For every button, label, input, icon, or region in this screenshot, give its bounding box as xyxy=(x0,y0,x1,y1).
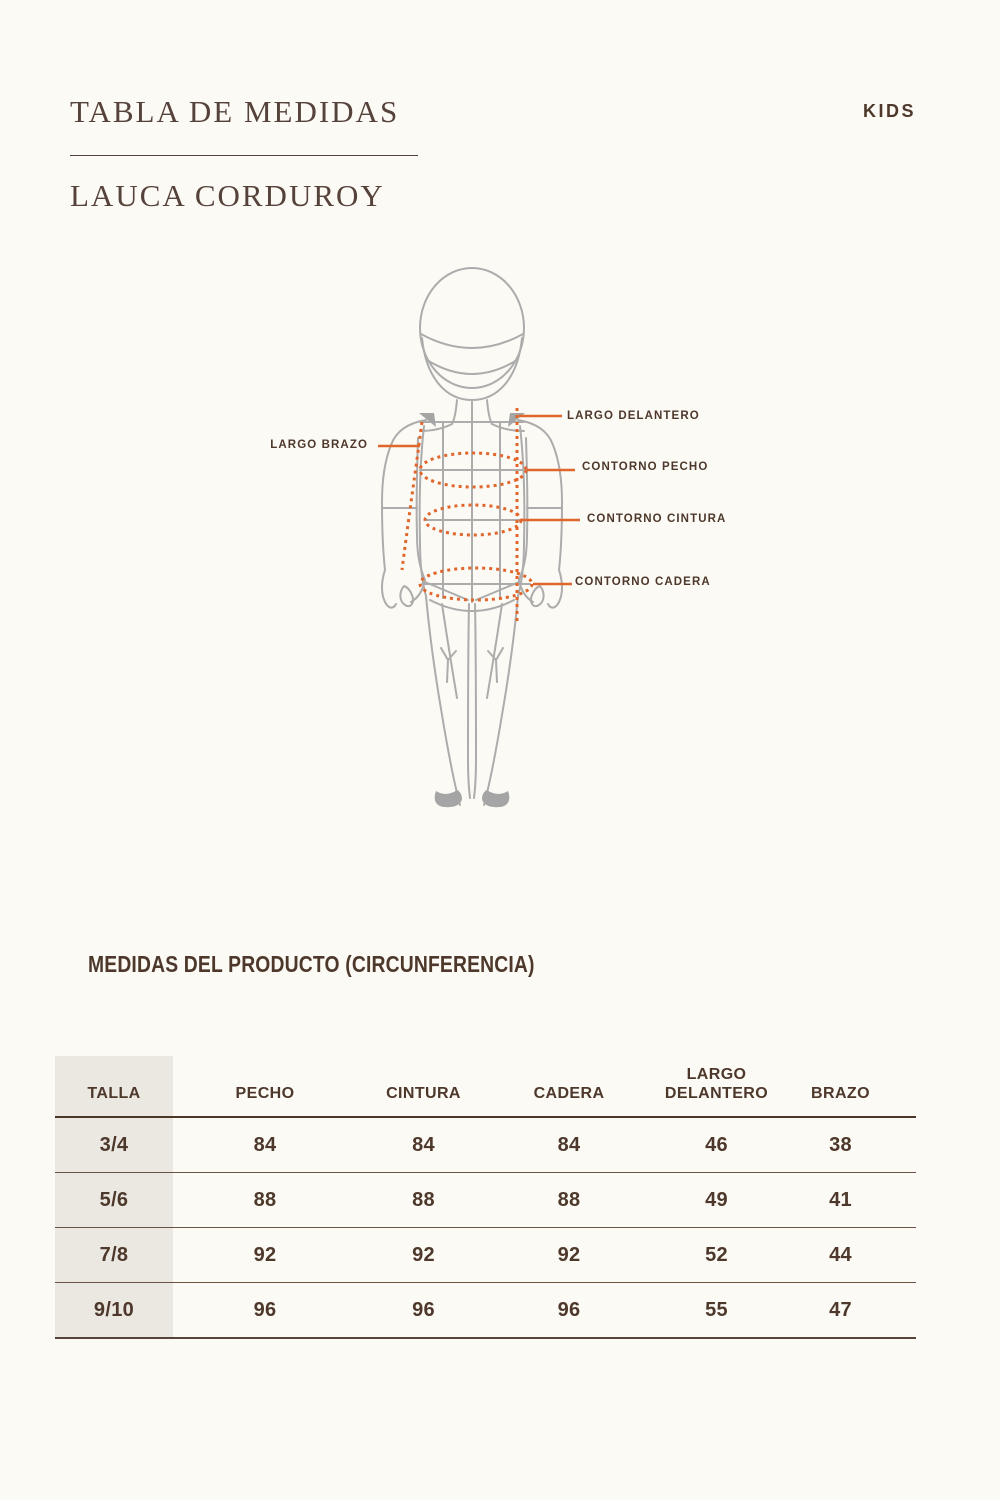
column-header-pecho: PECHO xyxy=(235,1085,295,1103)
cell-largo-delantero: 55 xyxy=(705,1298,728,1321)
cell-pecho: 92 xyxy=(253,1243,277,1266)
label-contorno-cintura: CONTORNO CINTURA xyxy=(587,513,727,525)
cell-cadera: 84 xyxy=(557,1133,581,1156)
column-header-largo-delantero: LARGO DELANTERO xyxy=(664,1066,769,1103)
kids-badge: KIDS xyxy=(862,101,916,121)
cell-cintura: 92 xyxy=(412,1243,435,1266)
cell-largo-delantero: 52 xyxy=(705,1243,728,1266)
product-name: LAUCA CORDUROY xyxy=(70,178,385,213)
label-largo-delantero: LARGO DELANTERO xyxy=(567,410,700,422)
table-header-row xyxy=(55,1056,916,1118)
label-largo-brazo: LARGO BRAZO xyxy=(270,439,368,451)
section-heading-text: MEDIDAS DEL PRODUCTO (CIRCUNFERENCIA) xyxy=(88,951,535,977)
cell-talla: 3/4 xyxy=(55,1118,173,1172)
cell-brazo: 41 xyxy=(829,1188,852,1211)
table-row xyxy=(55,1118,916,1173)
cell-cadera: 88 xyxy=(557,1188,581,1211)
cell-pecho: 88 xyxy=(253,1188,277,1211)
cell-pecho: 96 xyxy=(253,1298,277,1321)
label-contorno-cadera: CONTORNO CADERA xyxy=(575,576,711,588)
cell-cintura: 88 xyxy=(412,1188,435,1211)
cell-talla: 7/8 xyxy=(55,1228,173,1282)
cell-brazo: 47 xyxy=(829,1298,852,1321)
column-header-talla: TALLA xyxy=(55,1056,173,1116)
table-row xyxy=(55,1283,916,1339)
column-header-cadera: CADERA xyxy=(533,1085,605,1103)
page-title: TABLA DE MEDIDAS xyxy=(70,94,400,129)
cell-cintura: 84 xyxy=(412,1133,435,1156)
child-mannequin-figure xyxy=(330,250,620,820)
section-heading xyxy=(88,951,620,978)
cell-pecho: 84 xyxy=(253,1133,277,1156)
cell-cadera: 92 xyxy=(557,1243,581,1266)
cell-talla: 5/6 xyxy=(55,1173,173,1227)
table-row xyxy=(55,1228,916,1283)
cell-brazo: 44 xyxy=(829,1243,852,1266)
cell-talla: 9/10 xyxy=(55,1283,173,1337)
column-header-brazo: BRAZO xyxy=(811,1085,870,1103)
cell-cintura: 96 xyxy=(412,1298,435,1321)
cell-cadera: 96 xyxy=(557,1298,581,1321)
cell-largo-delantero: 46 xyxy=(705,1133,728,1156)
cell-largo-delantero: 49 xyxy=(705,1188,728,1211)
column-header-cintura: CINTURA xyxy=(386,1085,461,1103)
cell-brazo: 38 xyxy=(829,1133,852,1156)
size-table xyxy=(55,1056,916,1339)
label-contorno-pecho: CONTORNO PECHO xyxy=(582,461,709,473)
table-row xyxy=(55,1173,916,1228)
